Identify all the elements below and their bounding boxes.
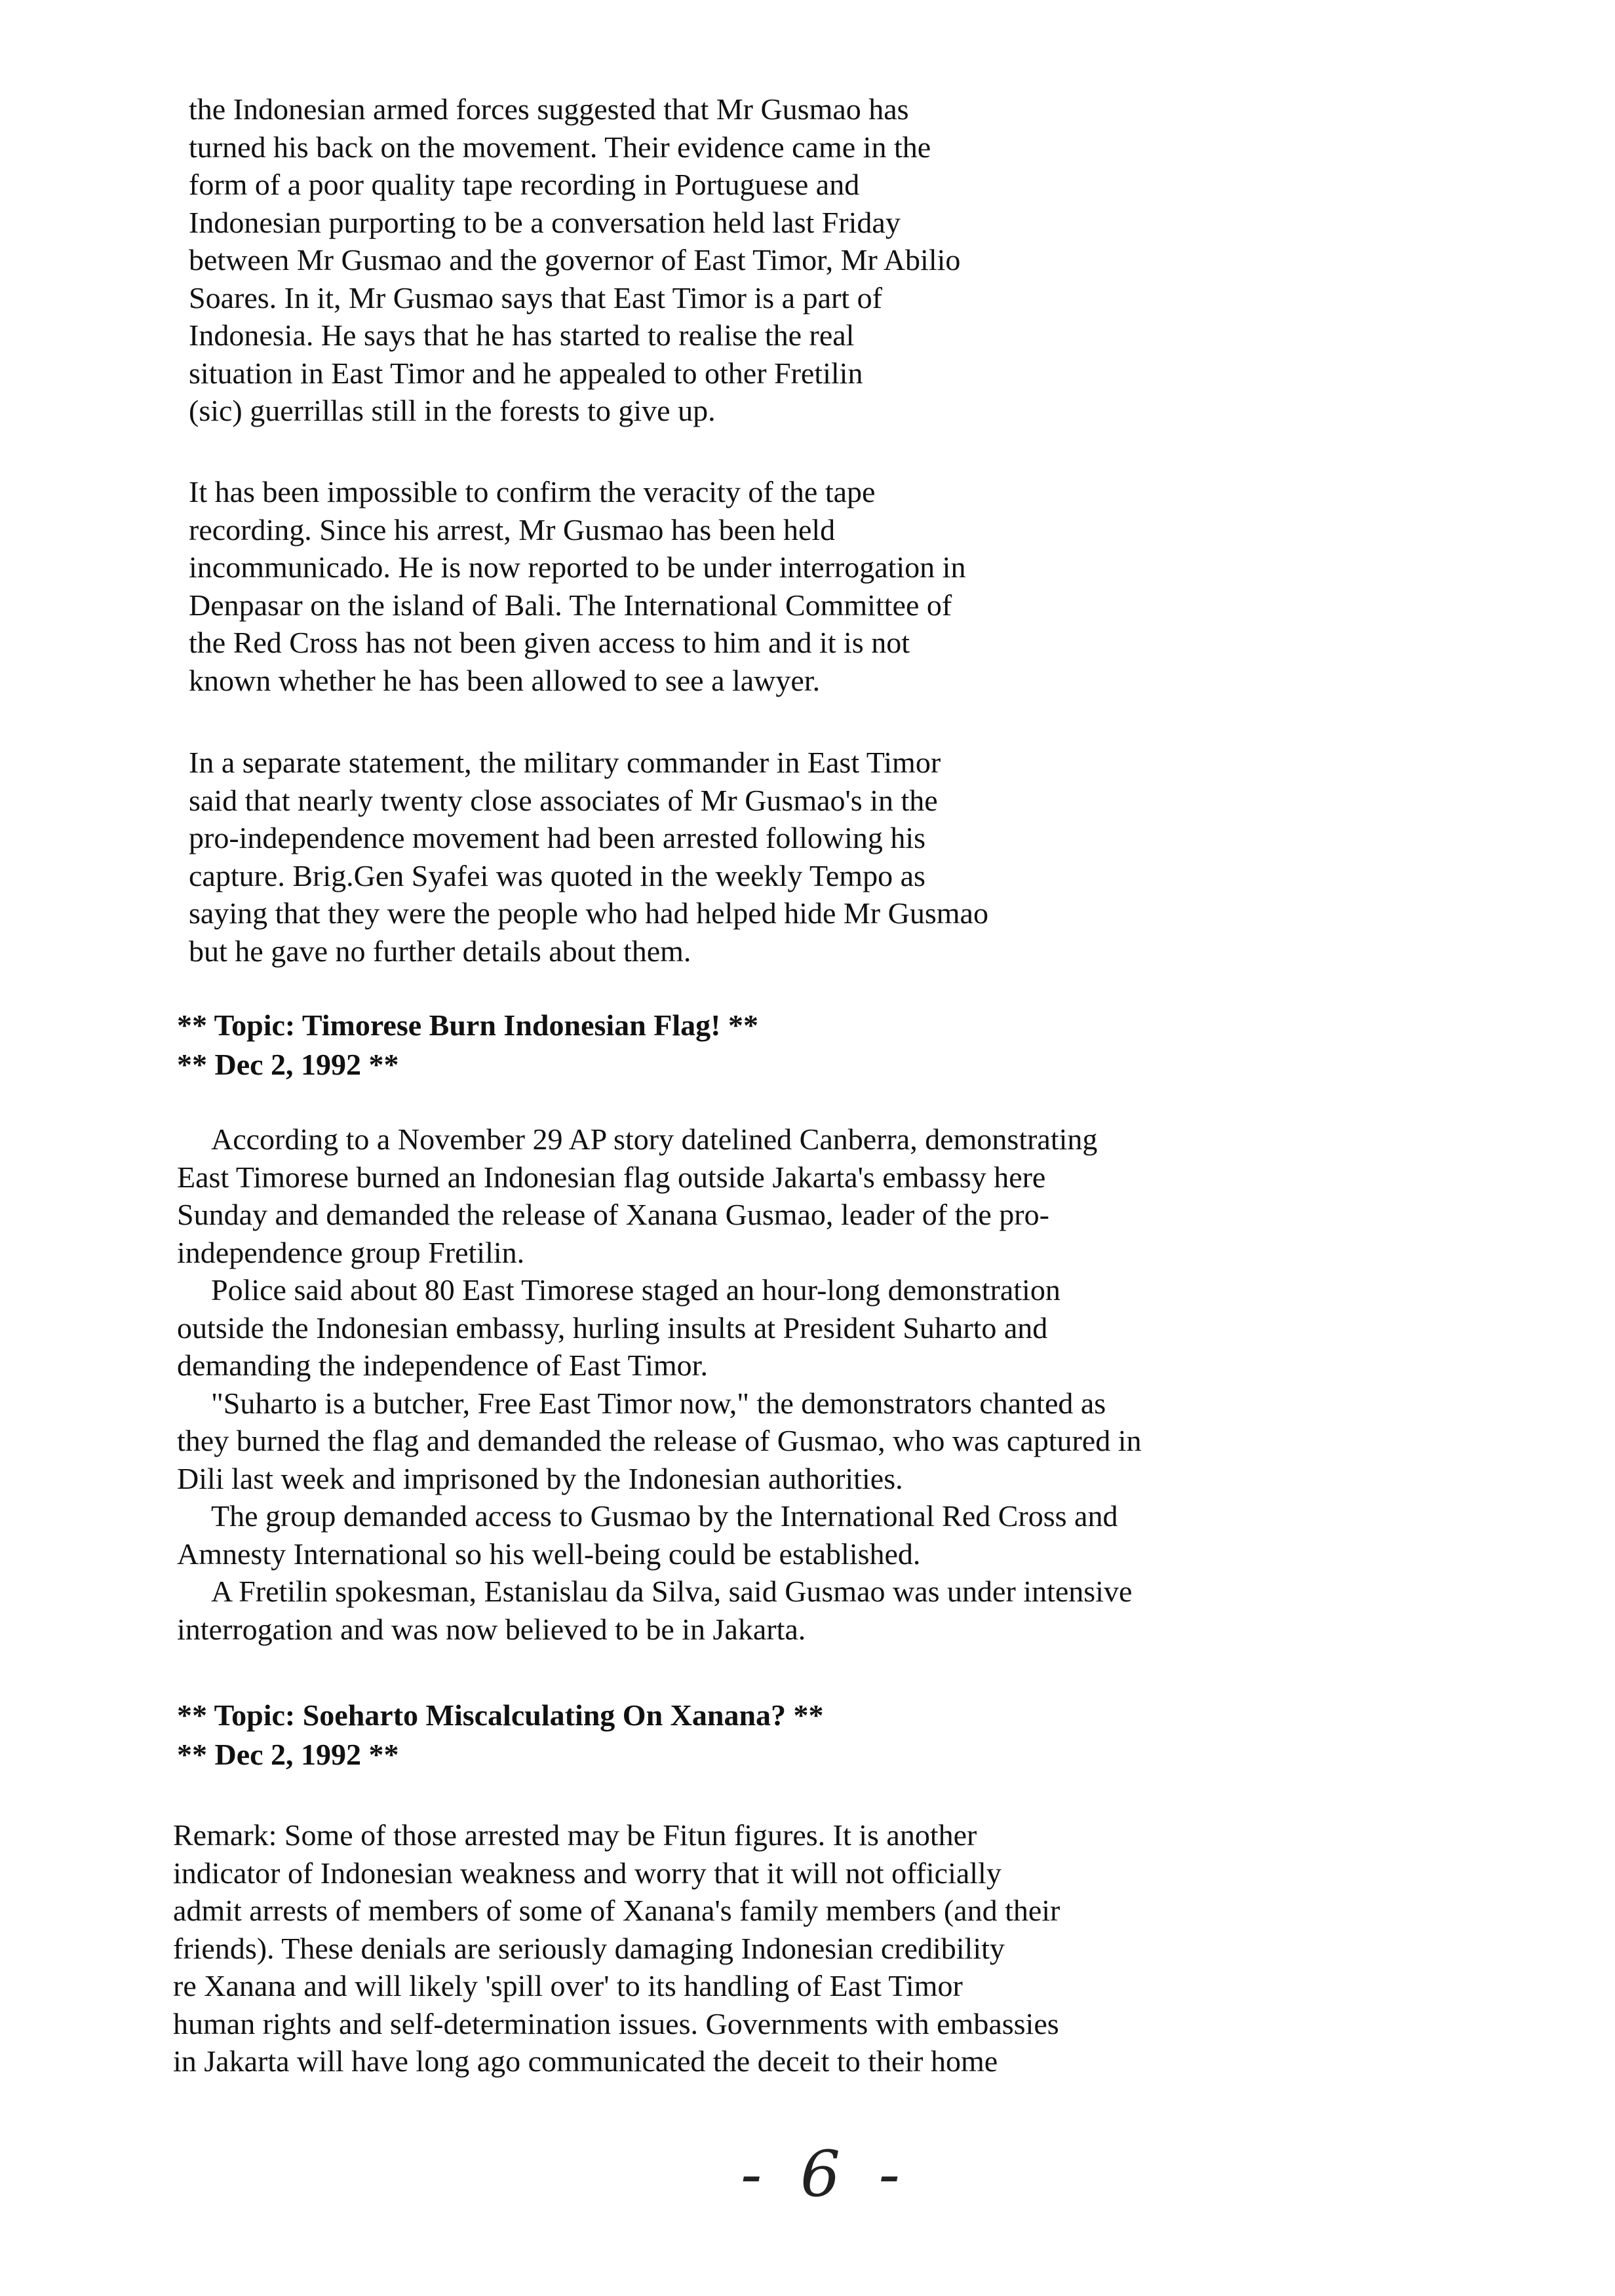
text-line: said that nearly twenty close associates of Mr Gusmao's in the	[189, 783, 938, 817]
text-line: Denpasar on the island of Bali. The International Committee of	[189, 588, 952, 622]
text-line: independence group Fretilin.	[177, 1235, 525, 1269]
text-line: Amnesty International so his well-being could be established.	[177, 1537, 921, 1571]
text-line: indicator of Indonesian weakness and worry that it will not officially	[173, 1856, 1002, 1890]
text-line: Remark: Some of those arrested may be Fitun figures. It is another	[173, 1818, 977, 1852]
text-line: pro-independence movement had been arrested following his	[189, 821, 926, 854]
text-line: human rights and self-determination issues. Governments with embassies	[173, 2006, 1059, 2040]
paragraph-2	[189, 473, 1342, 699]
text-line: demanding the independence of East Timor.	[177, 1349, 708, 1382]
text-line: in Jakarta will have long ago communicated the deceit to their home	[173, 2044, 998, 2078]
text-line: between Mr Gusmao and the governor of East Timor, Mr Abilio	[189, 243, 961, 277]
paragraph-1	[189, 90, 1342, 430]
text-line: situation in East Timor and he appealed to other Fretilin	[189, 356, 863, 390]
text-line: interrogation and was now believed to be in Jakarta.	[177, 1612, 806, 1646]
text-line: turned his back on the movement. Their evidence came in the	[189, 130, 931, 164]
text-line: form of a poor quality tape recording in Portuguese and	[189, 168, 860, 201]
text-line: Sunday and demanded the release of Xanana Gusmao, leader of the pro-	[177, 1198, 1049, 1231]
topic-date: ** Dec 2, 1992 **	[177, 1738, 399, 1771]
topic-date: ** Dec 2, 1992 **	[177, 1048, 399, 1081]
text-line: the Indonesian armed forces suggested that Mr Gusmao has	[189, 92, 909, 126]
paragraph-3	[189, 744, 1342, 970]
topic-title: ** Topic: Timorese Burn Indonesian Flag! **	[177, 1008, 758, 1042]
text-line: "Suharto is a butcher, Free East Timor now," the demonstrators chanted as	[211, 1386, 1106, 1420]
text-line: It has been impossible to confirm the veracity of the tape	[189, 475, 876, 508]
section-2-heading	[177, 1696, 1331, 1774]
topic-title: ** Topic: Soeharto Miscalculating On Xanana? **	[177, 1698, 824, 1732]
text-line: East Timorese burned an Indonesian flag outside Jakarta's embassy here	[177, 1160, 1046, 1194]
text-line: known whether he has been allowed to see a lawyer.	[189, 663, 821, 697]
text-line: incommunicado. He is now reported to be under interrogation in	[189, 550, 966, 584]
text-line: Soares. In it, Mr Gusmao says that East Timor is a part of	[189, 280, 882, 315]
page-number: - 6 -	[741, 2137, 909, 2211]
text-line: Indonesian purporting to be a conversation held last Friday	[189, 205, 901, 239]
text-line: outside the Indonesian embassy, hurling insults at President Suharto and	[177, 1311, 1048, 1345]
text-line: Indonesia. He says that he has started to realise the real	[189, 318, 855, 352]
text-line: (sic) guerrillas still in the forests to give up.	[189, 394, 716, 427]
text-line: The group demanded access to Gusmao by the International Red Cross and	[211, 1499, 1118, 1533]
text-line: A Fretilin spokesman, Estanislau da Silva, said Gusmao was under intensive	[211, 1575, 1133, 1608]
section-2-body	[173, 1816, 1418, 2080]
section-1-body	[177, 1120, 1422, 1648]
text-line: but he gave no further details about them.	[189, 934, 691, 968]
text-line: they burned the flag and demanded the release of Gusmao, who was captured in	[177, 1424, 1142, 1457]
section-1-heading	[177, 1006, 1331, 1084]
text-line: capture. Brig.Gen Syafei was quoted in the weekly Tempo as	[189, 858, 925, 892]
text-line: recording. Since his arrest, Mr Gusmao has been held	[189, 512, 836, 546]
text-line: Dili last week and imprisoned by the Indonesian authorities.	[177, 1461, 903, 1495]
text-line: According to a November 29 AP story datelined Canberra, demonstrating	[211, 1122, 1098, 1156]
text-line: In a separate statement, the military commander in East Timor	[189, 746, 941, 779]
text-line: Police said about 80 East Timorese staged an hour-long demonstration	[211, 1273, 1060, 1307]
text-line: saying that they were the people who had helped hide Mr Gusmao	[189, 896, 988, 930]
text-line: the Red Cross has not been given access to him and it is not	[189, 626, 910, 659]
text-line: re Xanana and will likely 'spill over' to its handling of East Timor	[173, 1969, 963, 2002]
text-line: friends). These denials are seriously damaging Indonesian credibility	[173, 1931, 1005, 1965]
text-line: admit arrests of members of some of Xanana's family members (and their	[173, 1894, 1060, 1927]
